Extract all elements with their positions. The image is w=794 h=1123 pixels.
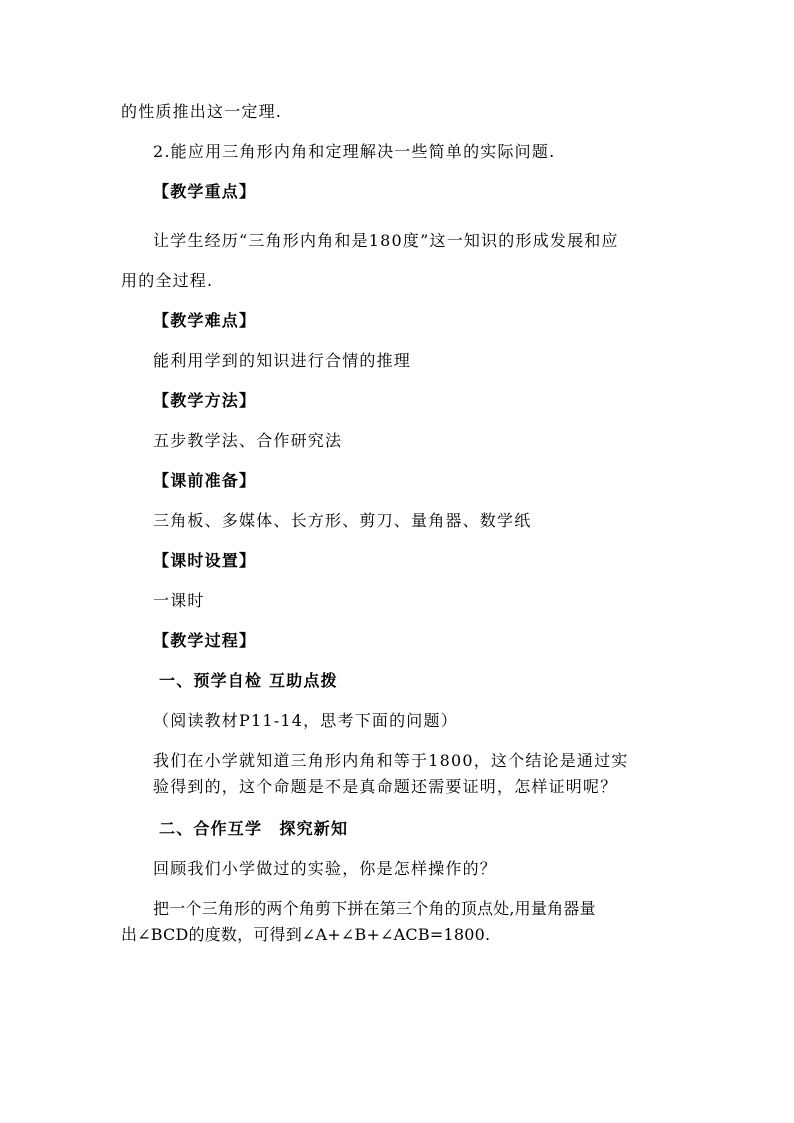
teaching-difficulty-text: 能利用学到的知识进行合情的推理 <box>153 351 412 370</box>
reading-instruction: （阅读教材P11-14，思考下面的问题） <box>153 711 458 730</box>
heading-preparation: 【课前准备】 <box>153 471 257 490</box>
section-one-title: 一、预学自检 互助点拨 <box>159 671 338 690</box>
paragraph-triangle-sum-line-1: 我们在小学就知道三角形内角和等于1800，这个结论是通过实 <box>153 751 629 770</box>
heading-teaching-focus: 【教学重点】 <box>153 182 257 201</box>
teaching-focus-text-line-1: 让学生经历“三角形内角和是180度”这一知识的形成发展和应 <box>153 231 619 250</box>
preparation-text: 三角板、多媒体、长方形、剪刀、量角器、数学纸 <box>153 511 532 530</box>
teaching-method-text: 五步教学法、合作研究法 <box>153 431 343 450</box>
class-hours-text: 一课时 <box>153 591 205 610</box>
heading-teaching-method: 【教学方法】 <box>153 391 257 410</box>
review-experiment-question: 回顾我们小学做过的实验，你是怎样操作的？ <box>153 859 498 878</box>
text-line-theorem-continuation: 的性质推出这一定理. <box>121 102 283 121</box>
heading-teaching-difficulty: 【教学难点】 <box>153 311 257 330</box>
heading-teaching-process: 【教学过程】 <box>153 631 257 650</box>
paragraph-triangle-sum-line-2: 验得到的，这个命题是不是真命题还需要证明，怎样证明呢？ <box>153 777 618 796</box>
heading-class-hours: 【课时设置】 <box>153 551 257 570</box>
teaching-focus-text-line-2: 用的全过程. <box>121 271 214 290</box>
section-two-title: 二、合作互学 探究新知 <box>159 819 349 838</box>
objective-2: 2.能应用三角形内角和定理解决一些简单的实际问题. <box>153 142 556 161</box>
experiment-description-line-2: 出∠BCD的度数，可得到∠A+∠B+∠ACB=1800. <box>121 925 491 944</box>
experiment-description-line-1: 把一个三角形的两个角剪下拼在第三个角的顶点处,用量角器量 <box>153 899 596 918</box>
